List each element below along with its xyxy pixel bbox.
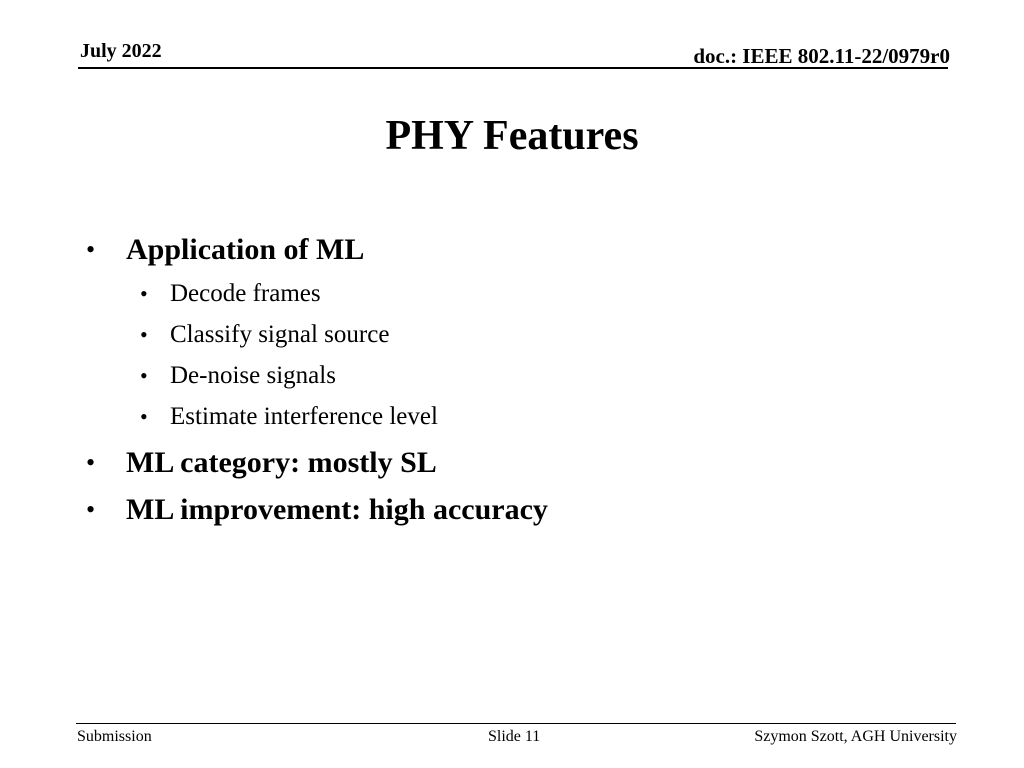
sub-bullet-item <box>86 314 946 355</box>
bullet-dot-icon: • <box>86 448 96 477</box>
header-doc-id: doc.: IEEE 802.11-22/0979r0 <box>693 44 950 68</box>
footer-submission: Submission <box>77 728 152 745</box>
bullet-dot-icon: • <box>140 363 148 388</box>
sub-bullet-item <box>86 273 946 314</box>
bullet-dot-icon: • <box>140 281 148 306</box>
bullet-list <box>86 226 946 533</box>
footer-divider <box>76 723 956 724</box>
sub-bullet-item <box>86 355 946 396</box>
slide-title: PHY Features <box>385 113 639 159</box>
sub-bullet-group <box>86 273 946 437</box>
bullet-item <box>86 439 946 486</box>
bullet-item <box>86 486 946 533</box>
bullet-text: Application of ML <box>126 233 365 266</box>
bullet-dot-icon: • <box>140 322 148 347</box>
header-divider <box>78 67 948 69</box>
sub-bullet-text: Classify signal source <box>170 321 390 348</box>
sub-bullet-item <box>86 396 946 437</box>
bullet-item <box>86 226 946 273</box>
sub-bullet-text: Estimate interference level <box>170 403 438 430</box>
bullet-dot-icon: • <box>86 495 96 524</box>
bullet-text: ML category: mostly SL <box>126 446 437 479</box>
footer-slide-number: Slide 11 <box>488 728 541 745</box>
header-date: July 2022 <box>80 40 162 62</box>
bullet-dot-icon: • <box>86 235 96 264</box>
bullet-text: ML improvement: high accuracy <box>126 493 548 526</box>
sub-bullet-text: Decode frames <box>170 280 321 307</box>
sub-bullet-list <box>86 273 946 437</box>
sub-bullet-text: De-noise signals <box>170 362 336 389</box>
footer-author: Szymon Szott, AGH University <box>754 728 957 745</box>
bullet-dot-icon: • <box>140 404 148 429</box>
